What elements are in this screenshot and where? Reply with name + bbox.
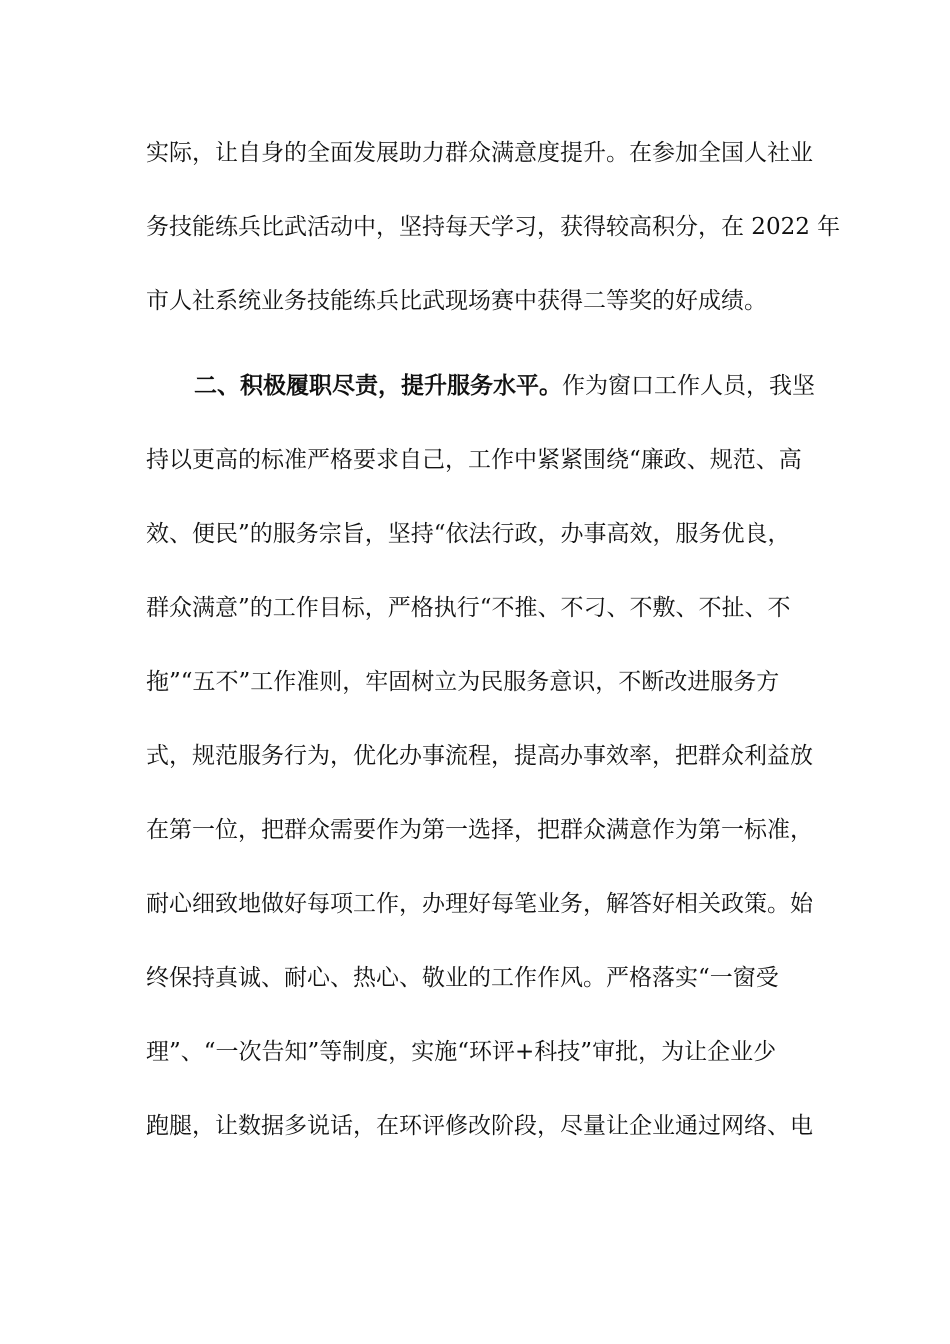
paragraph-line-14: 跑腿，让数据多说话，在环评修改阶段，尽量让企业通过网络、电 — [146, 1113, 813, 1139]
paragraph-line-6: 效、便民”的服务宗旨，坚持“依法行政，办事高效，服务优良， — [146, 521, 791, 547]
section-heading-line — [194, 366, 815, 406]
paragraph-line-1: 实际，让自身的全面发展助力群众满意度提升。在参加全国人社业 — [146, 140, 813, 166]
paragraph-line-7: 群众满意”的工作目标，严格执行“不推、不刁、不敷、不扯、不 — [146, 595, 791, 621]
paragraph-line-10: 在第一位，把群众需要作为第一选择，把群众满意作为第一标准， — [146, 817, 813, 843]
paragraph-line-8: 拖”“五不”工作准则，牢固树立为民服务意识，不断改进服务方 — [146, 669, 780, 695]
paragraph-line-2: 务技能练兵比武活动中，坚持每天学习，获得较高积分，在 2022 年 — [146, 214, 841, 240]
paragraph-line-5: 持以更高的标准严格要求自己，工作中紧紧围绕“廉政、规范、高 — [146, 447, 802, 473]
paragraph-line-9: 式，规范服务行为，优化办事流程，提高办事效率，把群众利益放 — [146, 743, 813, 769]
paragraph-line-12: 终保持真诚、耐心、热心、敬业的工作作风。严格落实“一窗受 — [146, 965, 779, 991]
section-heading-continuation: 作为窗口工作人员，我坚 — [562, 373, 815, 399]
paragraph-line-13: 理”、“一次告知”等制度，实施“环评+科技”审批，为让企业少 — [146, 1039, 777, 1065]
paragraph-line-3: 市人社系统业务技能练兵比武现场赛中获得二等奖的好成绩。 — [146, 288, 767, 314]
section-heading: 二、积极履职尽责，提升服务水平。 — [194, 372, 562, 399]
paragraph-line-11: 耐心细致地做好每项工作，办理好每笔业务，解答好相关政策。始 — [146, 891, 813, 917]
